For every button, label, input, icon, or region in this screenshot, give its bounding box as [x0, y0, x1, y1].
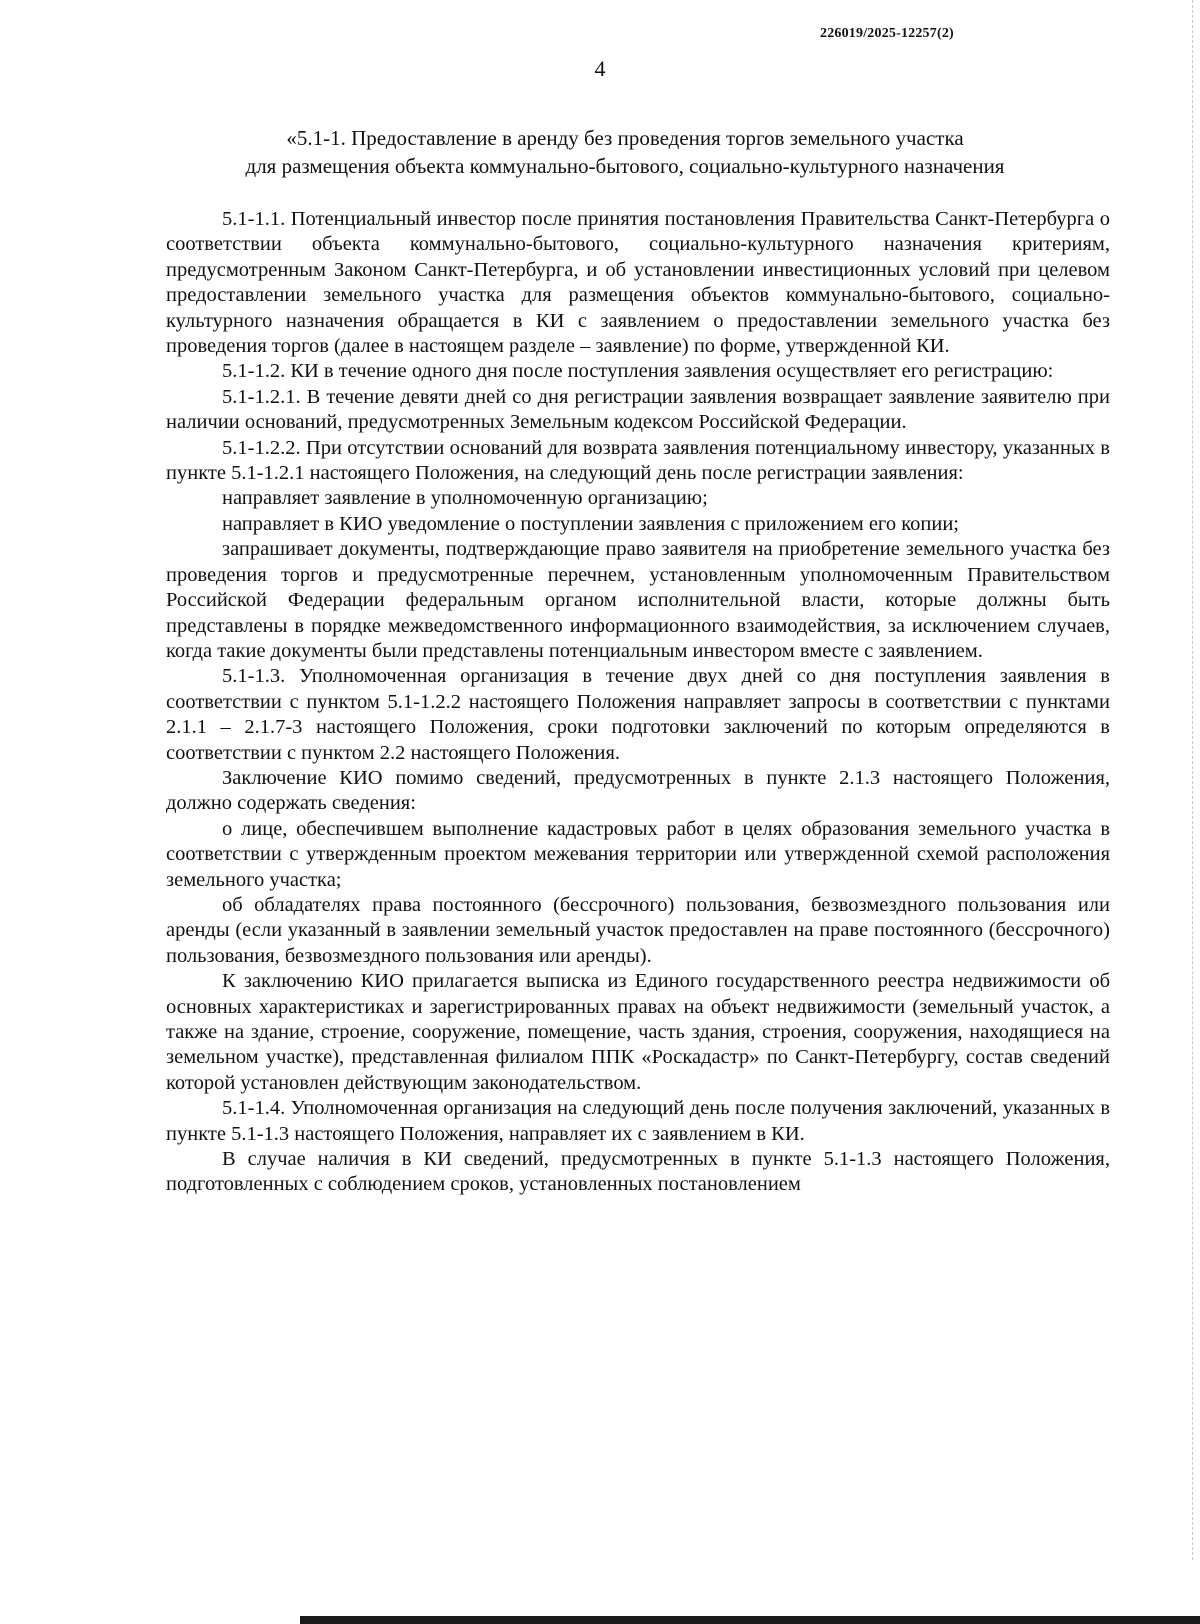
paragraph-kio-conclusion: Заключение КИО помимо сведений, предусмотренных в пункте 2.1.3 настоящего Положения, должно содержать сведения:: [166, 766, 1110, 815]
list-item: об обладателях права постоянного (бессрочного) пользования, безвозмездного пользования или аренды (если указанный в заявлении земельный участок предоставлен на праве постоянного (бессрочного) пользования, безвозмездного пользования или аренды).: [166, 893, 1110, 967]
paragraph-ki-information: В случае наличия в КИ сведений, предусмотренных в пункте 5.1-1.3 настоящего Положения, подготовленных с соблюдением сроков, установленных постановлением: [166, 1148, 1110, 1196]
list-item: о лице, обеспечившем выполнение кадастровых работ в целях образования земельного участка в соответствии с утвержденным проектом межевания территории или утвержденной схемой расположения земельного участка;: [166, 817, 1110, 891]
section-title-line-1: «5.1-1. Предоставление в аренду без проведения торгов земельного участка: [286, 126, 964, 150]
paragraph-5-1-1-2: 5.1-1.2. КИ в течение одного дня после поступления заявления осуществляет его регистрацию:: [222, 360, 1054, 383]
section-title-line-2: для размещения объекта коммунально-бытового, социально-культурного назначения: [245, 154, 1005, 178]
section-title: [160, 124, 1090, 180]
list-item: запрашивает документы, подтверждающие право заявителя на приобретение земельного участка без проведения торгов и предусмотренные перечнем, установленным уполномоченным Правительством Российской Федерации федеральным органом исполнительной власти, которые должны быть представлены в порядке межведомственного информационного взаимодействия, за исключением случаев, когда такие документы были представлены потенциальным инвестором вместе с заявлением.: [166, 538, 1110, 662]
paragraph-5-1-1-1: 5.1-1.1. Потенциальный инвестор после принятия постановления Правительства Санкт-Петербурга о соответствии объекта коммунально-бытового, социально-культурного назначения критериям, предусмотренным Законом Санкт-Петербурга, и об установлении инвестиционных условий при целевом предоставлении земельного участка для размещения объектов коммунально-бытового, социально-культурного назначения обращается в КИ с заявлением о предоставлении земельного участка без проведения торгов (далее в настоящем разделе – заявление) по форме, утвержденной КИ.: [166, 208, 1110, 358]
paragraph-5-1-1-4: 5.1-1.4. Уполномоченная организация на следующий день после получения заключений, указанных в пункте 5.1-1.3 настоящего Положения, направляет их с заявлением в КИ.: [166, 1097, 1110, 1145]
document-body: [166, 207, 1110, 1198]
list-item: направляет заявление в уполномоченную организацию;: [222, 487, 708, 510]
page-number: 4: [594, 56, 606, 81]
paragraph-5-1-1-3: 5.1-1.3. Уполномоченная организация в течение двух дней со дня поступления заявления в соответствии с пунктом 5.1-1.2.2 настоящего Положения направляет запросы в соответствии с пунктами 2.1.1 – 2.1.7-3 настоящего Положения, сроки подготовки заключений по которым определяются в соответствии с пунктом 2.2 настоящего Положения.: [166, 665, 1110, 764]
paragraph-registry-extract: К заключению КИО прилагается выписка из Единого государственного реестра недвижимости об основных характеристиках и зарегистрированных правах на объект недвижимости (земельный участок, а также на здание, строение, сооружение, помещение, часть здания, строения, сооружения, находящиеся на земельном участке), представленная филиалом ППК «Роскадастр» по Санкт-Петербургу, состав сведений которой установлен действующим законодательством.: [166, 970, 1110, 1094]
scan-bottom-edge: [300, 1616, 1200, 1624]
document-number: 226019/2025-12257(2): [820, 26, 954, 41]
paragraph-5-1-1-2-2: 5.1-1.2.2. При отсутствии оснований для возврата заявления потенциальному инвестору, указанных в пункте 5.1-1.2.1 настоящего Положения, на следующий день после регистрации заявления:: [166, 436, 1110, 485]
list-item: направляет в КИО уведомление о поступлении заявления с приложением его копии;: [222, 512, 959, 535]
scan-edge-artifact: [1192, 0, 1194, 1560]
paragraph-5-1-1-2-1: 5.1-1.2.1. В течение девяти дней со дня регистрации заявления возвращает заявление заявителю при наличии оснований, предусмотренных Земельным кодексом Российской Федерации.: [166, 385, 1110, 434]
